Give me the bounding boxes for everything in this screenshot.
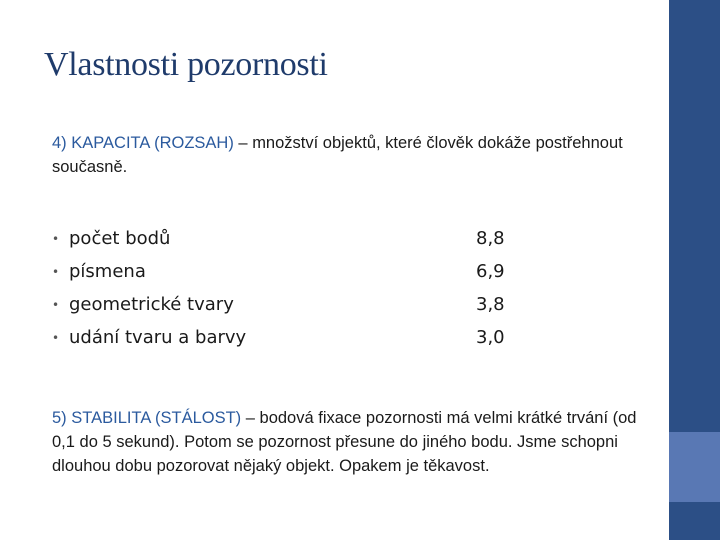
bullet-icon: • — [52, 231, 60, 246]
list-item-label: udání tvaru a barvy — [69, 327, 247, 348]
sidebar-accent-block — [669, 432, 720, 502]
list-item-label: písmena — [69, 261, 146, 282]
list-item-value: 8,8 — [476, 228, 505, 249]
list-item-label: geometrické tvary — [69, 294, 234, 315]
list-item-value: 3,0 — [476, 327, 505, 348]
list-item — [52, 321, 472, 354]
bullet-icon: • — [52, 264, 60, 279]
stability-text: – bodová fixace pozornosti má velmi krátké trvání (od 0,1 do 5 sekund). Potom se pozornost přesune do jiného bodu. Jsme schopni dlouhou dobu pozorovat nějaký objekt. Opakem je těkavost. — [52, 409, 637, 475]
capacity-heading: 4) KAPACITA (ROZSAH) — [52, 134, 234, 152]
capacity-paragraph — [52, 131, 652, 179]
capacity-text: – množství objektů, které člověk dokáže postřehnout současně. — [52, 134, 623, 176]
value-column — [476, 222, 536, 354]
bullet-icon: • — [52, 330, 60, 345]
list-item — [52, 222, 472, 255]
slide-title: Vlastnosti pozornosti — [44, 46, 328, 83]
list-item-value: 3,8 — [476, 294, 505, 315]
list-item-value: 6,9 — [476, 261, 505, 282]
list-item — [52, 288, 472, 321]
list-item — [52, 255, 472, 288]
bullet-icon: • — [52, 297, 60, 312]
bullet-list — [52, 222, 472, 354]
list-item-label: počet bodů — [69, 228, 171, 249]
stability-heading: 5) STABILITA (STÁLOST) — [52, 409, 242, 427]
stability-paragraph — [52, 406, 652, 478]
